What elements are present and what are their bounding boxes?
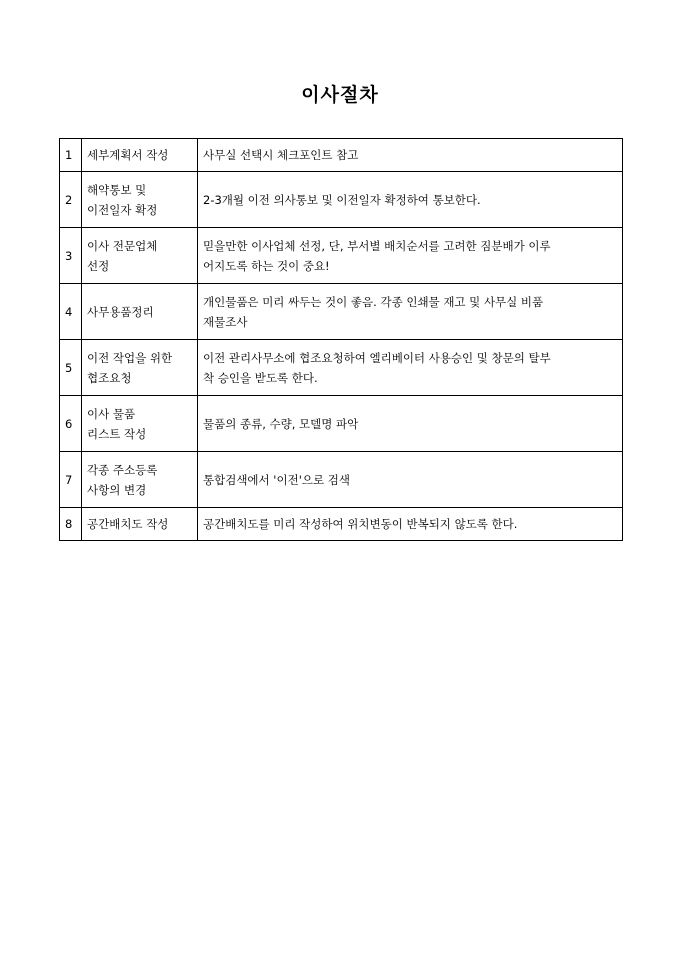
row-number: 7 [60,452,82,508]
step-name: 각종 주소등록 사항의 변경 [82,452,198,508]
table-row [60,284,623,340]
step-description: 이전 관리사무소에 협조요청하여 엘리베이터 사용승인 및 창문의 탈부 착 승인을 받도록 한다. [198,340,623,396]
step-name: 공간배치도 작성 [82,508,198,541]
step-description: 개인물품은 미리 싸두는 것이 좋음. 각종 인쇄물 재고 및 사무실 비품 재물조사 [198,284,623,340]
step-description: 공간배치도를 미리 작성하여 위치변동이 반복되지 않도록 한다. [198,508,623,541]
step-name: 이사 물품 리스트 작성 [82,396,198,452]
row-number: 3 [60,228,82,284]
table-row [60,396,623,452]
table-row [60,172,623,228]
table-row [60,228,623,284]
row-number: 2 [60,172,82,228]
step-name: 이사 전문업체 선정 [82,228,198,284]
step-name: 해약통보 및 이전일자 확정 [82,172,198,228]
row-number: 8 [60,508,82,541]
table-row [60,340,623,396]
step-description: 2-3개월 이전 의사통보 및 이전일자 확정하여 통보한다. [198,172,623,228]
table-row [60,452,623,508]
page-title: 이사절차 [301,84,379,106]
table-row [60,508,623,541]
row-number: 1 [60,139,82,172]
step-name: 이전 작업을 위한 협조요청 [82,340,198,396]
row-number: 5 [60,340,82,396]
procedure-table [59,138,623,541]
step-description: 물품의 종류, 수량, 모델명 파악 [198,396,623,452]
row-number: 6 [60,396,82,452]
table-row [60,139,623,172]
step-description: 믿을만한 이사업체 선정, 단, 부서별 배치순서를 고려한 짐분배가 이루 어지도록 하는 것이 중요! [198,228,623,284]
step-description: 사무실 선택시 체크포인트 참고 [198,139,623,172]
step-description: 통합검색에서 '이전'으로 검색 [198,452,623,508]
step-name: 사무용품정리 [82,284,198,340]
step-name: 세부계획서 작성 [82,139,198,172]
row-number: 4 [60,284,82,340]
